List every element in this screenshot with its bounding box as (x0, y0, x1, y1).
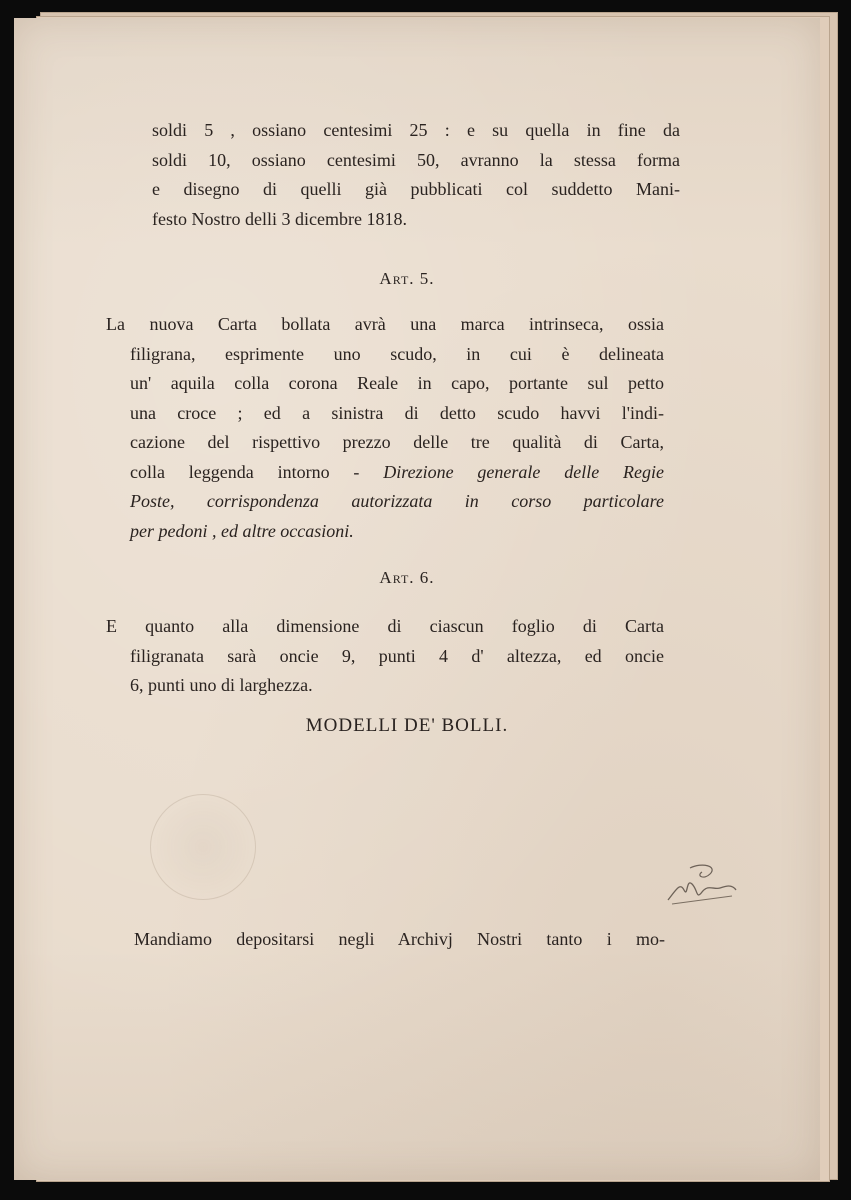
bottom-line: Mandiamo depositarsi negli Archivj Nostri tanto i mo- (134, 929, 665, 949)
article-line: cazione del rispettivo prezzo delle tre qualità di Carta, (130, 432, 664, 452)
article-line-6-italic: Direzione generale delle Regie (383, 461, 664, 482)
article-6-paragraph (106, 612, 664, 701)
signature-mark (662, 860, 742, 910)
article-line: un' aquila colla corona Reale in capo, portante sul petto (130, 373, 664, 393)
article-line: E quanto alla dimensione di ciascun foglio di Carta (106, 616, 664, 636)
models-heading: MODELLI DE' BOLLI. (305, 715, 509, 736)
article-6-heading: Art. 6. (379, 568, 435, 587)
article-line-6 (130, 458, 664, 488)
top-paragraph (152, 116, 680, 234)
article-line-7: Poste, corrispondenza autorizzata in corso particolare (130, 491, 664, 511)
article-5-paragraph (106, 310, 664, 546)
top-line: festo Nostro delli 3 dicembre 1818. (152, 208, 407, 229)
article-line: 6, punti uno di larghezza. (130, 675, 313, 695)
article-5-heading: Art. 5. (379, 269, 435, 288)
article-line: filigrana, esprimente uno scudo, in cui è delineata (130, 343, 664, 364)
faint-stamp (150, 794, 256, 900)
article-line-6-prefix: colla leggenda intorno - (130, 461, 384, 482)
document-page (14, 18, 820, 1180)
article-line: La nuova Carta bollata avrà una marca intrinseca, ossia (106, 314, 664, 334)
article-line: filigranata sarà oncie 9, punti 4 d' altezza, ed oncie (130, 645, 664, 666)
article-line-8: per pedoni , ed altre occasioni. (130, 520, 354, 541)
top-line: soldi 5 , ossiano centesimi 25 : e su quella in fine da (152, 120, 680, 140)
article-line: una croce ; ed a sinistra di detto scudo havvi l'indi- (130, 402, 664, 423)
top-line: soldi 10, ossiano centesimi 50, avranno la stessa forma (152, 149, 680, 170)
top-line: e disegno di quelli già pubblicati col suddetto Mani- (152, 179, 680, 199)
